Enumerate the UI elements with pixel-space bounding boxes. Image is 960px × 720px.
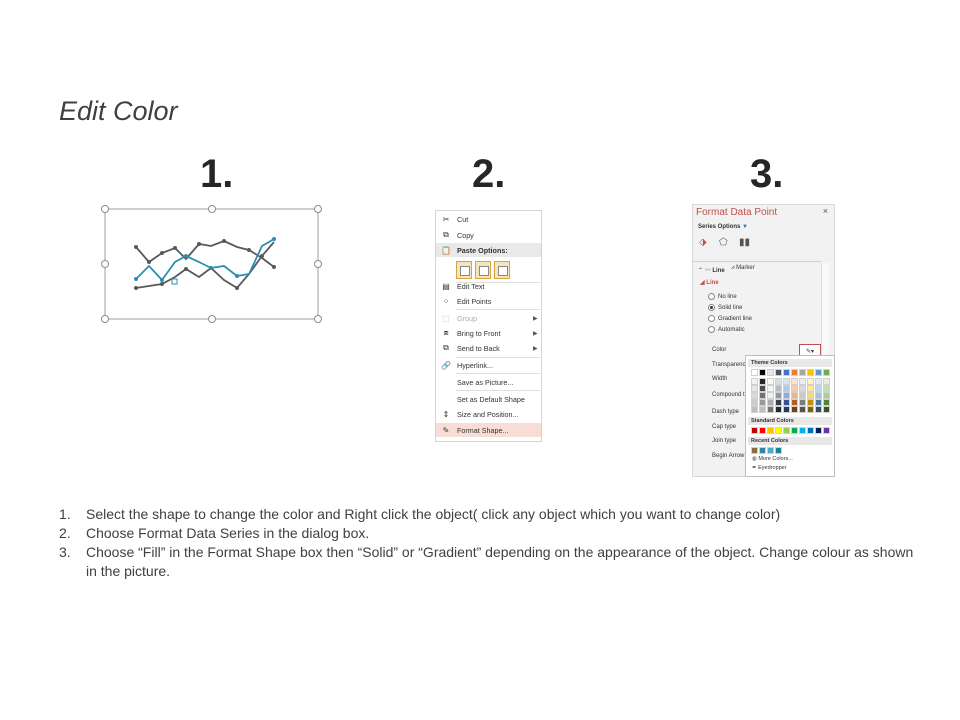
theme-color-swatch[interactable]: [824, 407, 829, 412]
theme-color-swatch[interactable]: [760, 379, 765, 384]
theme-color-swatch[interactable]: [808, 379, 813, 384]
resize-handle[interactable]: [209, 316, 216, 323]
theme-color-swatch[interactable]: [752, 386, 757, 391]
send-back-icon: ⧉: [443, 343, 449, 352]
option-gradient-line[interactable]: Gradient line: [708, 315, 752, 322]
menu-item-edit-points[interactable]: ⁘ Edit Points: [436, 294, 541, 308]
menu-item-copy[interactable]: ⧉ Copy: [436, 228, 541, 242]
theme-color-swatch[interactable]: [792, 400, 797, 405]
theme-color-swatch[interactable]: [792, 379, 797, 384]
series-options-dropdown[interactable]: Series Options ▼: [698, 224, 748, 230]
standard-color-swatch[interactable]: [776, 428, 781, 433]
theme-color-swatch[interactable]: [824, 386, 829, 391]
more-colors-item[interactable]: ◍ More Colors...: [752, 456, 793, 462]
theme-color-swatch[interactable]: [816, 407, 821, 412]
theme-color-swatch[interactable]: [792, 370, 797, 375]
theme-color-swatch[interactable]: [768, 386, 773, 391]
prop-width-label: Width: [712, 376, 728, 382]
chevron-down-icon: ▼: [742, 224, 748, 230]
radio-button[interactable]: [708, 315, 715, 322]
menu-item-save-as-picture[interactable]: Save as Picture...: [457, 377, 514, 387]
standard-color-swatch[interactable]: [808, 428, 813, 433]
theme-color-swatch[interactable]: [784, 370, 789, 375]
eyedropper-item[interactable]: ✒ Eyedropper: [752, 465, 787, 471]
text-box-icon: ▤: [442, 281, 450, 291]
theme-color-swatch[interactable]: [800, 400, 805, 405]
resize-handle[interactable]: [102, 261, 109, 268]
theme-color-swatch[interactable]: [792, 393, 797, 398]
instruction-item: 2. Choose Format Data Series in the dialog box.: [59, 525, 370, 541]
paste-picture-icon[interactable]: [494, 261, 510, 279]
theme-color-swatch[interactable]: [784, 379, 789, 384]
theme-color-swatch[interactable]: [792, 407, 797, 412]
theme-color-swatch[interactable]: [808, 400, 813, 405]
theme-color-swatch[interactable]: [824, 370, 829, 375]
effects-tab-icon[interactable]: ⬠: [719, 237, 728, 248]
submenu-arrow-icon: ▶: [533, 345, 538, 352]
selected-point-marker[interactable]: [172, 279, 177, 284]
theme-color-swatch[interactable]: [824, 393, 829, 398]
theme-color-swatch[interactable]: [768, 379, 773, 384]
radio-button[interactable]: [708, 304, 715, 311]
paste-destination-icon[interactable]: [475, 261, 491, 279]
menu-item-size-and-position[interactable]: ⇕ Size and Position...: [436, 407, 541, 421]
instructions-list: [59, 505, 919, 581]
pen-icon: ✎▾: [805, 348, 815, 355]
standard-color-swatch[interactable]: [816, 428, 821, 433]
theme-color-swatch[interactable]: [760, 407, 765, 412]
theme-color-swatch[interactable]: [768, 400, 773, 405]
instruction-item: 3. Choose “Fill” in the Format Shape box then “Solid” or “Gradient” depending on the appearance of the object. Change colour as shown in the picture.: [59, 544, 914, 579]
recent-colors-header: Recent Colors: [748, 437, 832, 445]
resize-handle[interactable]: [315, 206, 322, 213]
step-number-2: 2.: [472, 152, 506, 196]
theme-color-swatch[interactable]: [784, 386, 789, 391]
resize-handle[interactable]: [315, 316, 322, 323]
submenu-arrow-icon: ▶: [533, 315, 538, 322]
menu-item-bring-to-front[interactable]: ⧈ Bring to Front ▶: [436, 326, 541, 340]
theme-color-swatch[interactable]: [752, 400, 757, 405]
option-solid-line[interactable]: Solid line: [708, 304, 742, 311]
theme-color-swatch[interactable]: [800, 407, 805, 412]
standard-color-swatch[interactable]: [792, 428, 797, 433]
theme-color-swatch[interactable]: [776, 407, 781, 412]
theme-color-swatch[interactable]: [752, 407, 757, 412]
theme-color-swatch[interactable]: [768, 370, 773, 375]
radio-button[interactable]: [708, 293, 715, 300]
resize-handle[interactable]: [102, 316, 109, 323]
radio-button[interactable]: [708, 326, 715, 333]
theme-color-swatch[interactable]: [784, 400, 789, 405]
option-automatic[interactable]: Automatic: [708, 326, 745, 333]
prop-color-label: Color: [712, 347, 727, 353]
theme-color-swatch[interactable]: [784, 407, 789, 412]
step-number-1: 1.: [200, 152, 234, 196]
theme-color-swatch[interactable]: [824, 400, 829, 405]
theme-color-swatch[interactable]: [816, 393, 821, 398]
color-palette-dropdown: [745, 355, 835, 477]
theme-color-swatch[interactable]: [752, 379, 757, 384]
standard-color-swatch[interactable]: [760, 428, 765, 433]
recent-color-swatch[interactable]: [752, 448, 757, 453]
theme-color-swatch[interactable]: [816, 386, 821, 391]
page-title: Edit Color: [59, 96, 178, 126]
prop-begin-arrow-label: Begin Arrow: [712, 453, 745, 459]
theme-color-swatch[interactable]: [776, 370, 781, 375]
theme-color-swatch[interactable]: [760, 393, 765, 398]
menu-item-format-shape[interactable]: ✎ Format Shape...: [436, 423, 541, 437]
prop-transparency-label: Transparenc: [712, 362, 746, 368]
tab-line[interactable]: ⌃ 〰 Line: [698, 268, 725, 274]
paste-options-row: [456, 259, 510, 281]
recent-color-swatch[interactable]: [768, 448, 773, 453]
theme-color-swatch[interactable]: [816, 379, 821, 384]
context-menu: [435, 210, 542, 442]
resize-handle[interactable]: [102, 206, 109, 213]
bring-front-icon: ⧈: [443, 328, 449, 337]
recent-color-swatch[interactable]: [760, 448, 765, 453]
standard-color-swatch[interactable]: [752, 428, 757, 433]
theme-color-swatch[interactable]: [776, 393, 781, 398]
scissors-icon: ✂: [442, 214, 450, 224]
theme-color-swatch[interactable]: [784, 393, 789, 398]
format-shape-icon: ✎: [442, 425, 450, 435]
prop-compound-label: Compound t: [712, 392, 745, 398]
standard-color-swatch[interactable]: [768, 428, 773, 433]
prop-join-type-label: Join type: [712, 438, 737, 444]
theme-color-swatch[interactable]: [800, 386, 805, 391]
theme-color-swatch[interactable]: [808, 393, 813, 398]
theme-color-swatch[interactable]: [776, 386, 781, 391]
menu-item-set-default-shape[interactable]: Set as Default Shape: [457, 394, 525, 404]
standard-colors-header: Standard Colors: [748, 417, 832, 425]
theme-color-swatch[interactable]: [776, 400, 781, 405]
copy-icon: ⧉: [443, 230, 449, 239]
menu-header-paste-options: 📋 Paste Options:: [436, 243, 541, 257]
instruction-item: 1. Select the shape to change the color and Right click the object( click any object which you want to change color): [59, 506, 781, 522]
tab-marker[interactable]: ⩘ Marker: [731, 265, 755, 271]
hyperlink-icon: 🔗: [441, 360, 451, 370]
theme-colors-header: Theme Colors: [748, 359, 832, 367]
prop-dash-type-label: Dash type: [712, 409, 740, 415]
fill-line-tab-icon[interactable]: ⬗: [699, 237, 707, 248]
theme-color-swatch[interactable]: [760, 386, 765, 391]
recent-color-swatch[interactable]: [776, 448, 781, 453]
theme-color-swatch[interactable]: [760, 400, 765, 405]
resize-handle[interactable]: [315, 261, 322, 268]
theme-color-swatch[interactable]: [752, 370, 757, 375]
step-number-3: 3.: [750, 152, 784, 196]
close-icon[interactable]: ×: [822, 206, 828, 216]
theme-color-swatch[interactable]: [800, 379, 805, 384]
theme-color-swatch[interactable]: [816, 370, 821, 375]
pane-title: Format Data Point: [696, 207, 778, 218]
menu-item-cut[interactable]: ✂ Cut: [436, 212, 541, 226]
option-no-line[interactable]: No line: [708, 293, 737, 300]
theme-color-swatch[interactable]: [824, 379, 829, 384]
theme-color-swatch[interactable]: [776, 379, 781, 384]
standard-color-swatch[interactable]: [824, 428, 829, 433]
resize-handle[interactable]: [209, 206, 216, 213]
theme-color-swatch[interactable]: [816, 400, 821, 405]
theme-color-swatch[interactable]: [768, 393, 773, 398]
theme-color-swatch[interactable]: [792, 386, 797, 391]
standard-color-swatch[interactable]: [784, 428, 789, 433]
submenu-arrow-icon: ▶: [533, 330, 538, 337]
prop-cap-type-label: Cap type: [712, 424, 737, 430]
size-icon: ⇕: [442, 409, 450, 419]
theme-color-swatch[interactable]: [752, 393, 757, 398]
standard-color-swatch[interactable]: [800, 428, 805, 433]
section-line-header[interactable]: ◢ Line: [700, 280, 719, 286]
menu-item-send-to-back[interactable]: ⧉ Send to Back ▶: [436, 341, 541, 355]
selection-box: [105, 209, 318, 319]
theme-color-swatch[interactable]: [800, 370, 805, 375]
theme-color-swatch[interactable]: [808, 407, 813, 412]
group-icon: ⬚: [442, 313, 450, 323]
theme-color-swatch[interactable]: [800, 393, 805, 398]
theme-color-swatch[interactable]: [768, 407, 773, 412]
menu-item-group: ⬚ Group ▶: [436, 311, 541, 325]
series-options-tab-icon[interactable]: ▮▮: [739, 237, 751, 248]
theme-color-swatch[interactable]: [808, 370, 813, 375]
menu-item-hyperlink[interactable]: 🔗 Hyperlink...: [441, 360, 493, 370]
theme-color-swatch[interactable]: [808, 386, 813, 391]
selected-chart-shape[interactable]: [100, 204, 324, 326]
paste-keep-source-icon[interactable]: [456, 261, 472, 279]
edit-points-icon: ⁘: [442, 296, 450, 306]
theme-color-swatch[interactable]: [760, 370, 765, 375]
menu-item-edit-text[interactable]: ▤ Edit Text: [436, 279, 541, 293]
clipboard-icon: 📋: [441, 245, 451, 255]
